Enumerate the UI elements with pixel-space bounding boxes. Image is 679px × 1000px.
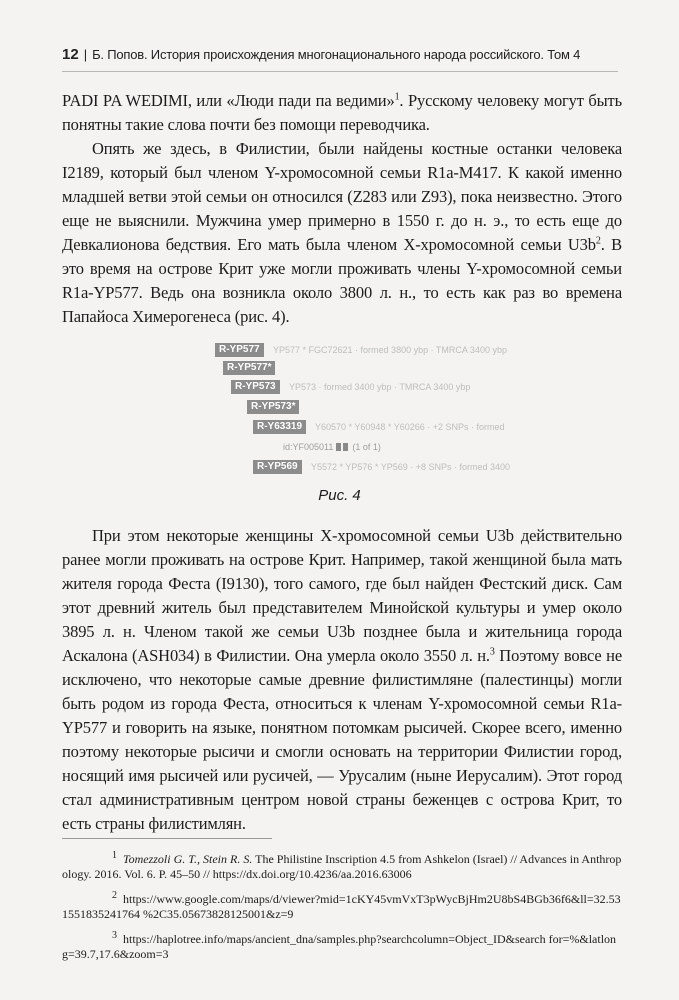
footnote-ref-1[interactable]: 1 xyxy=(394,91,400,103)
footnote-1 xyxy=(62,852,622,882)
figure-caption: Рис. 4 xyxy=(318,487,361,504)
footnote-3 xyxy=(62,932,622,962)
tree-node-details: YP573 · formed 3400 ybp · TMRCA 3400 ybp xyxy=(289,382,471,392)
footnote-number: 3 xyxy=(112,930,117,941)
paragraph-2-text: Опять же здесь, в Филистии, были найдены костные останки человека I2189, который был членом Y-хромосомной семьи R1a-M417. К какой именно младшей ветви этой семьи он относился (Z283 или Z93), пока неизвестно. Этого еще не выяснили. Мужчина умер примерно в 1550 г. до н. э., то есть еще до Девкалионова бедствия. Его мать была членом X-хромосомной семьи U3b xyxy=(62,139,622,254)
header-separator: | xyxy=(83,47,88,62)
sample-marker-icon xyxy=(336,443,341,451)
tree-node-tag: R-YP577* xyxy=(223,361,275,375)
footnote-authors: Tomezzoli G. T., Stein R. S. xyxy=(123,852,253,866)
paragraph-1-text-cont: . Русскому человеку могут быть понятны такие слова почти без помощи переводчика. xyxy=(62,91,622,134)
paragraph-3 xyxy=(62,524,622,836)
page-header xyxy=(62,47,622,63)
tree-node-details: Y5572 * YP576 * YP569 · +8 SNPs · formed 3400 xyxy=(311,462,511,472)
tree-node-tag: R-Y63319 xyxy=(253,420,306,434)
footnote-ref-2[interactable]: 2 xyxy=(595,235,601,247)
sample-marker-icon xyxy=(343,443,348,451)
footnote-ref-3[interactable]: 3 xyxy=(489,646,495,658)
footnote-link[interactable]: https://www.google.com/maps/d/viewer?mid=1cKY45vmVxT3pWycBjHm2U8bS4BGb36f6&ll=32.531551835241764 %2C35.05673828125001&z=9 xyxy=(62,892,621,921)
haplotree-figure xyxy=(215,343,545,483)
sample-id: id:YF005011 xyxy=(283,442,334,452)
running-title: Б. Попов. История происхождения многонационального народа российского. Том 4 xyxy=(92,47,581,62)
tree-node-tag: R-YP573 xyxy=(231,380,280,394)
tree-node-tag: R-YP577 xyxy=(215,343,264,357)
paragraph-1 xyxy=(62,89,622,137)
paragraph-2-text-cont: . В это время на острове Крит уже могли проживать члены Y-хромосомной семьи R1a-YP577. Ведь она возникла около 3800 л. н., то есть как раз во времена Папайоса Химерогенеса (рис. 4). xyxy=(62,235,622,326)
sample-count: (1 of 1) xyxy=(352,442,381,452)
tree-node-details: Y60570 * Y60948 * Y60266 · +2 SNPs · formed xyxy=(315,422,505,432)
footnote-text[interactable]: The Philistine Inscription 4.5 from Ashkelon (Israel) // Advances in Anthropology. 2016. Vol. 6. P. 45–50 // https://dx.doi.org/10.4236/aa.2016.63006 xyxy=(62,852,622,881)
tree-sample-row xyxy=(283,440,381,454)
footnote-2 xyxy=(62,892,622,922)
footnote-number: 2 xyxy=(112,890,117,901)
header-rule xyxy=(62,71,618,72)
page-number: 12 xyxy=(62,46,79,63)
paragraph-2 xyxy=(62,137,622,329)
tree-node-details: YP577 * FGC72621 · formed 3800 ybp · TMRCA 3400 ybp xyxy=(273,345,507,355)
footnote-link[interactable]: https://haplotree.info/maps/ancient_dna/samples.php?searchcolumn=Object_ID&search for=%&latlong=39.7,17.6&zoom=3 xyxy=(62,932,617,961)
footnote-rule xyxy=(62,838,272,839)
tree-node-tag: R-YP573* xyxy=(247,400,299,414)
paragraph-3-text-cont: Поэтому вовсе не исключено, что некоторые самые древние филистимляне (палестинцы) могли быть родом из города Феста, относиться к членам Y-хромосомной семьи R1a-YP577 и говорить на языке, понятном потомкам рысичей. Скорее всего, именно поэтому некоторые рысичи и смогли основать на территории Филистии город, носящий имя рысичей или русичей, — Урусалим (ныне Иерусалим). Этот город стал административным центром новой страны беженцев с острова Крит, то есть страны филистимлян. xyxy=(62,646,622,833)
footnote-number: 1 xyxy=(112,850,117,861)
paragraph-3-text: При этом некоторые женщины X-хромосомной семьи U3b действительно ранее могли проживать на острове Крит. Например, такой женщиной была мать жителя города Феста (I9130), того самого, где был найден Фестский диск. Сам этот древний житель был представителем Минойской культуры и умер около 3895 л. н. Членом такой же семьи U3b позднее была и жительница города Аскалона (ASH034) в Филистии. Она умерла около 3550 л. н. xyxy=(62,526,622,665)
tree-node-tag: R-YP569 xyxy=(253,460,302,474)
paragraph-1-text: PADI PA WEDIMI, или «Люди пади па ведими» xyxy=(62,91,395,110)
